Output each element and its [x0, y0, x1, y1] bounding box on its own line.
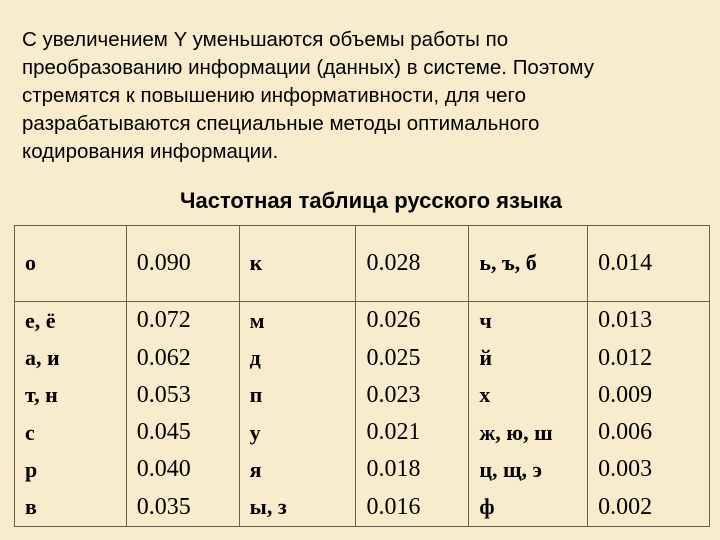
letter-cell: п: [239, 377, 356, 414]
table-row: [15, 414, 710, 451]
table-row: [15, 226, 710, 302]
intro-line: разрабатываются специальные методы оптимального: [22, 112, 540, 135]
letter-cell: х: [469, 377, 588, 414]
letter-cell: ф: [469, 488, 588, 526]
table-row: [15, 451, 710, 488]
letter-cell: й: [469, 339, 588, 376]
frequency-cell: 0.053: [126, 377, 239, 414]
frequency-cell: 0.009: [588, 377, 710, 414]
frequency-cell: 0.002: [588, 488, 710, 526]
frequency-cell: 0.006: [588, 414, 710, 451]
intro-line: преобразованию информации (данных) в системе. Поэтому: [22, 56, 594, 79]
letter-cell: ж, ю, ш: [469, 414, 588, 451]
letter-cell: е, ё: [15, 301, 127, 339]
frequency-table-head-row-group: [15, 226, 710, 302]
letter-cell: р: [15, 451, 127, 488]
frequency-table: [14, 225, 710, 527]
frequency-cell: 0.012: [588, 339, 710, 376]
letter-cell: т, н: [15, 377, 127, 414]
frequency-cell: 0.003: [588, 451, 710, 488]
letter-cell: д: [239, 339, 356, 376]
frequency-cell: 0.023: [356, 377, 469, 414]
letter-cell: я: [239, 451, 356, 488]
letter-cell: а, и: [15, 339, 127, 376]
intro-line: С увеличением Y уменьшаются объемы работы по: [22, 28, 509, 51]
table-title: Частотная таблица русского языка: [180, 188, 562, 213]
table-row: [15, 301, 710, 339]
frequency-cell: 0.090: [126, 226, 239, 302]
intro-line: кодирования информации.: [22, 140, 279, 163]
frequency-cell: 0.040: [126, 451, 239, 488]
intro-paragraph: [22, 26, 702, 166]
frequency-cell: 0.072: [126, 301, 239, 339]
table-row: [15, 339, 710, 376]
frequency-cell: 0.021: [356, 414, 469, 451]
frequency-cell: 0.013: [588, 301, 710, 339]
frequency-cell: 0.035: [126, 488, 239, 526]
intro-line: стремятся к повышению информативности, для чего: [22, 84, 526, 107]
letter-cell: в: [15, 488, 127, 526]
frequency-cell: 0.026: [356, 301, 469, 339]
letter-cell: ь, ъ, б: [469, 226, 588, 302]
frequency-table-body: [15, 301, 710, 526]
letter-cell: о: [15, 226, 127, 302]
frequency-cell: 0.016: [356, 488, 469, 526]
frequency-cell: 0.028: [356, 226, 469, 302]
letter-cell: ч: [469, 301, 588, 339]
letter-cell: ы, з: [239, 488, 356, 526]
table-row: [15, 488, 710, 526]
frequency-cell: 0.025: [356, 339, 469, 376]
letter-cell: с: [15, 414, 127, 451]
frequency-cell: 0.014: [588, 226, 710, 302]
letter-cell: у: [239, 414, 356, 451]
frequency-cell: 0.018: [356, 451, 469, 488]
table-row: [15, 377, 710, 414]
frequency-cell: 0.062: [126, 339, 239, 376]
letter-cell: м: [239, 301, 356, 339]
letter-cell: ц, щ, э: [469, 451, 588, 488]
letter-cell: к: [239, 226, 356, 302]
frequency-cell: 0.045: [126, 414, 239, 451]
